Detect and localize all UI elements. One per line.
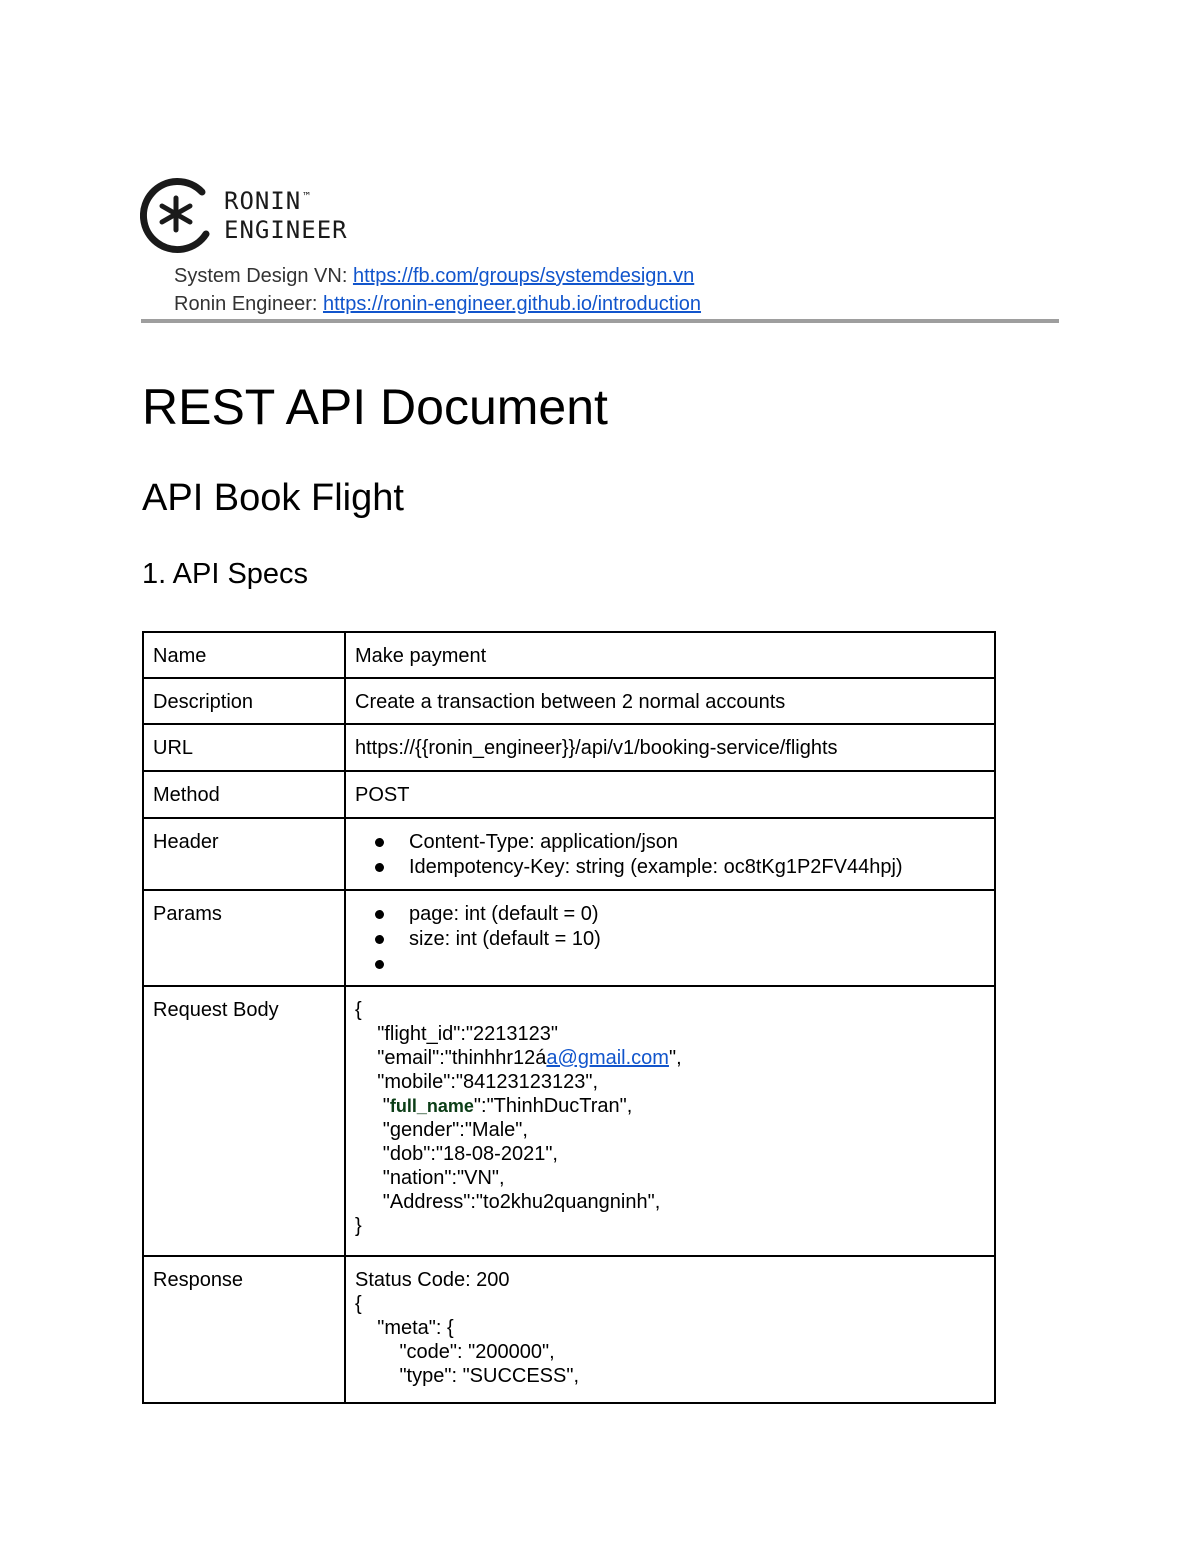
header-links: [174, 262, 701, 318]
header-divider: [141, 319, 1059, 323]
header-list: [355, 830, 985, 880]
spec-key: Response: [143, 1256, 345, 1403]
full-name-key: full_name: [389, 1096, 474, 1116]
logo-wordmark-ronin: RONIN ™: [224, 187, 311, 215]
table-row: [143, 632, 995, 678]
list-item: Content-Type: application/json: [409, 830, 985, 855]
list-item: Idempotency-Key: string (example: oc8tKg1P2FV44hpj): [409, 855, 985, 880]
document-title: REST API Document: [142, 379, 608, 435]
system-design-link-row: System Design VN: https://fb.com/groups/systemdesign.vn: [174, 265, 695, 287]
spec-value: Create a transaction between 2 normal accounts: [345, 678, 995, 724]
email-link[interactable]: a@gmail.com: [546, 1047, 669, 1069]
table-row: [143, 818, 995, 890]
spec-key: Method: [143, 771, 345, 818]
list-item: [409, 952, 985, 977]
spec-value: [345, 818, 995, 890]
logo-wordmark-engineer: ENGINEER: [224, 216, 348, 244]
ronin-engineer-logo: [140, 178, 380, 254]
api-title: API Book Flight: [142, 477, 404, 519]
spec-key: Header: [143, 818, 345, 890]
request-body-code: { "flight_id":"2213123" "email":"thinhhr12áa@gmail.com", "mobile":"84123123123", "full_name":"ThinhDucTran", "gender":"Male", "dob":"18-08-2021", "nation":"VN", "Address":"to2khu2quangninh", }: [345, 986, 995, 1256]
spec-key: Name: [143, 632, 345, 678]
table-row: [143, 986, 995, 1256]
list-item: page: int (default = 0): [409, 902, 985, 927]
table-row: [143, 771, 995, 818]
section-heading: 1. API Specs: [142, 558, 309, 590]
list-item: size: int (default = 10): [409, 927, 985, 952]
spec-key: Params: [143, 890, 345, 986]
api-spec-table: [142, 631, 996, 1404]
ronin-engineer-link-row: Ronin Engineer: https://ronin-engineer.github.io/introduction: [174, 293, 702, 315]
spec-value: https://{{ronin_engineer}}/api/v1/booking-service/flights: [345, 724, 995, 771]
spec-value: Make payment: [345, 632, 995, 678]
spec-value: POST: [345, 771, 995, 818]
table-row: [143, 724, 995, 771]
system-design-link[interactable]: https://fb.com/groups/systemdesign.vn: [352, 265, 695, 287]
spec-key: URL: [143, 724, 345, 771]
table-row: [143, 890, 995, 986]
params-list: [355, 902, 985, 977]
spec-key: Request Body: [143, 986, 345, 1256]
asterisk-circle-icon: [140, 178, 216, 254]
response-code: Status Code: 200 { "meta": { "code": "200000", "type": "SUCCESS",: [345, 1256, 995, 1403]
spec-value: [345, 890, 995, 986]
table-row: [143, 1256, 995, 1403]
table-row: [143, 678, 995, 724]
spec-key: Description: [143, 678, 345, 724]
ronin-engineer-link[interactable]: https://ronin-engineer.github.io/introduction: [322, 293, 702, 315]
